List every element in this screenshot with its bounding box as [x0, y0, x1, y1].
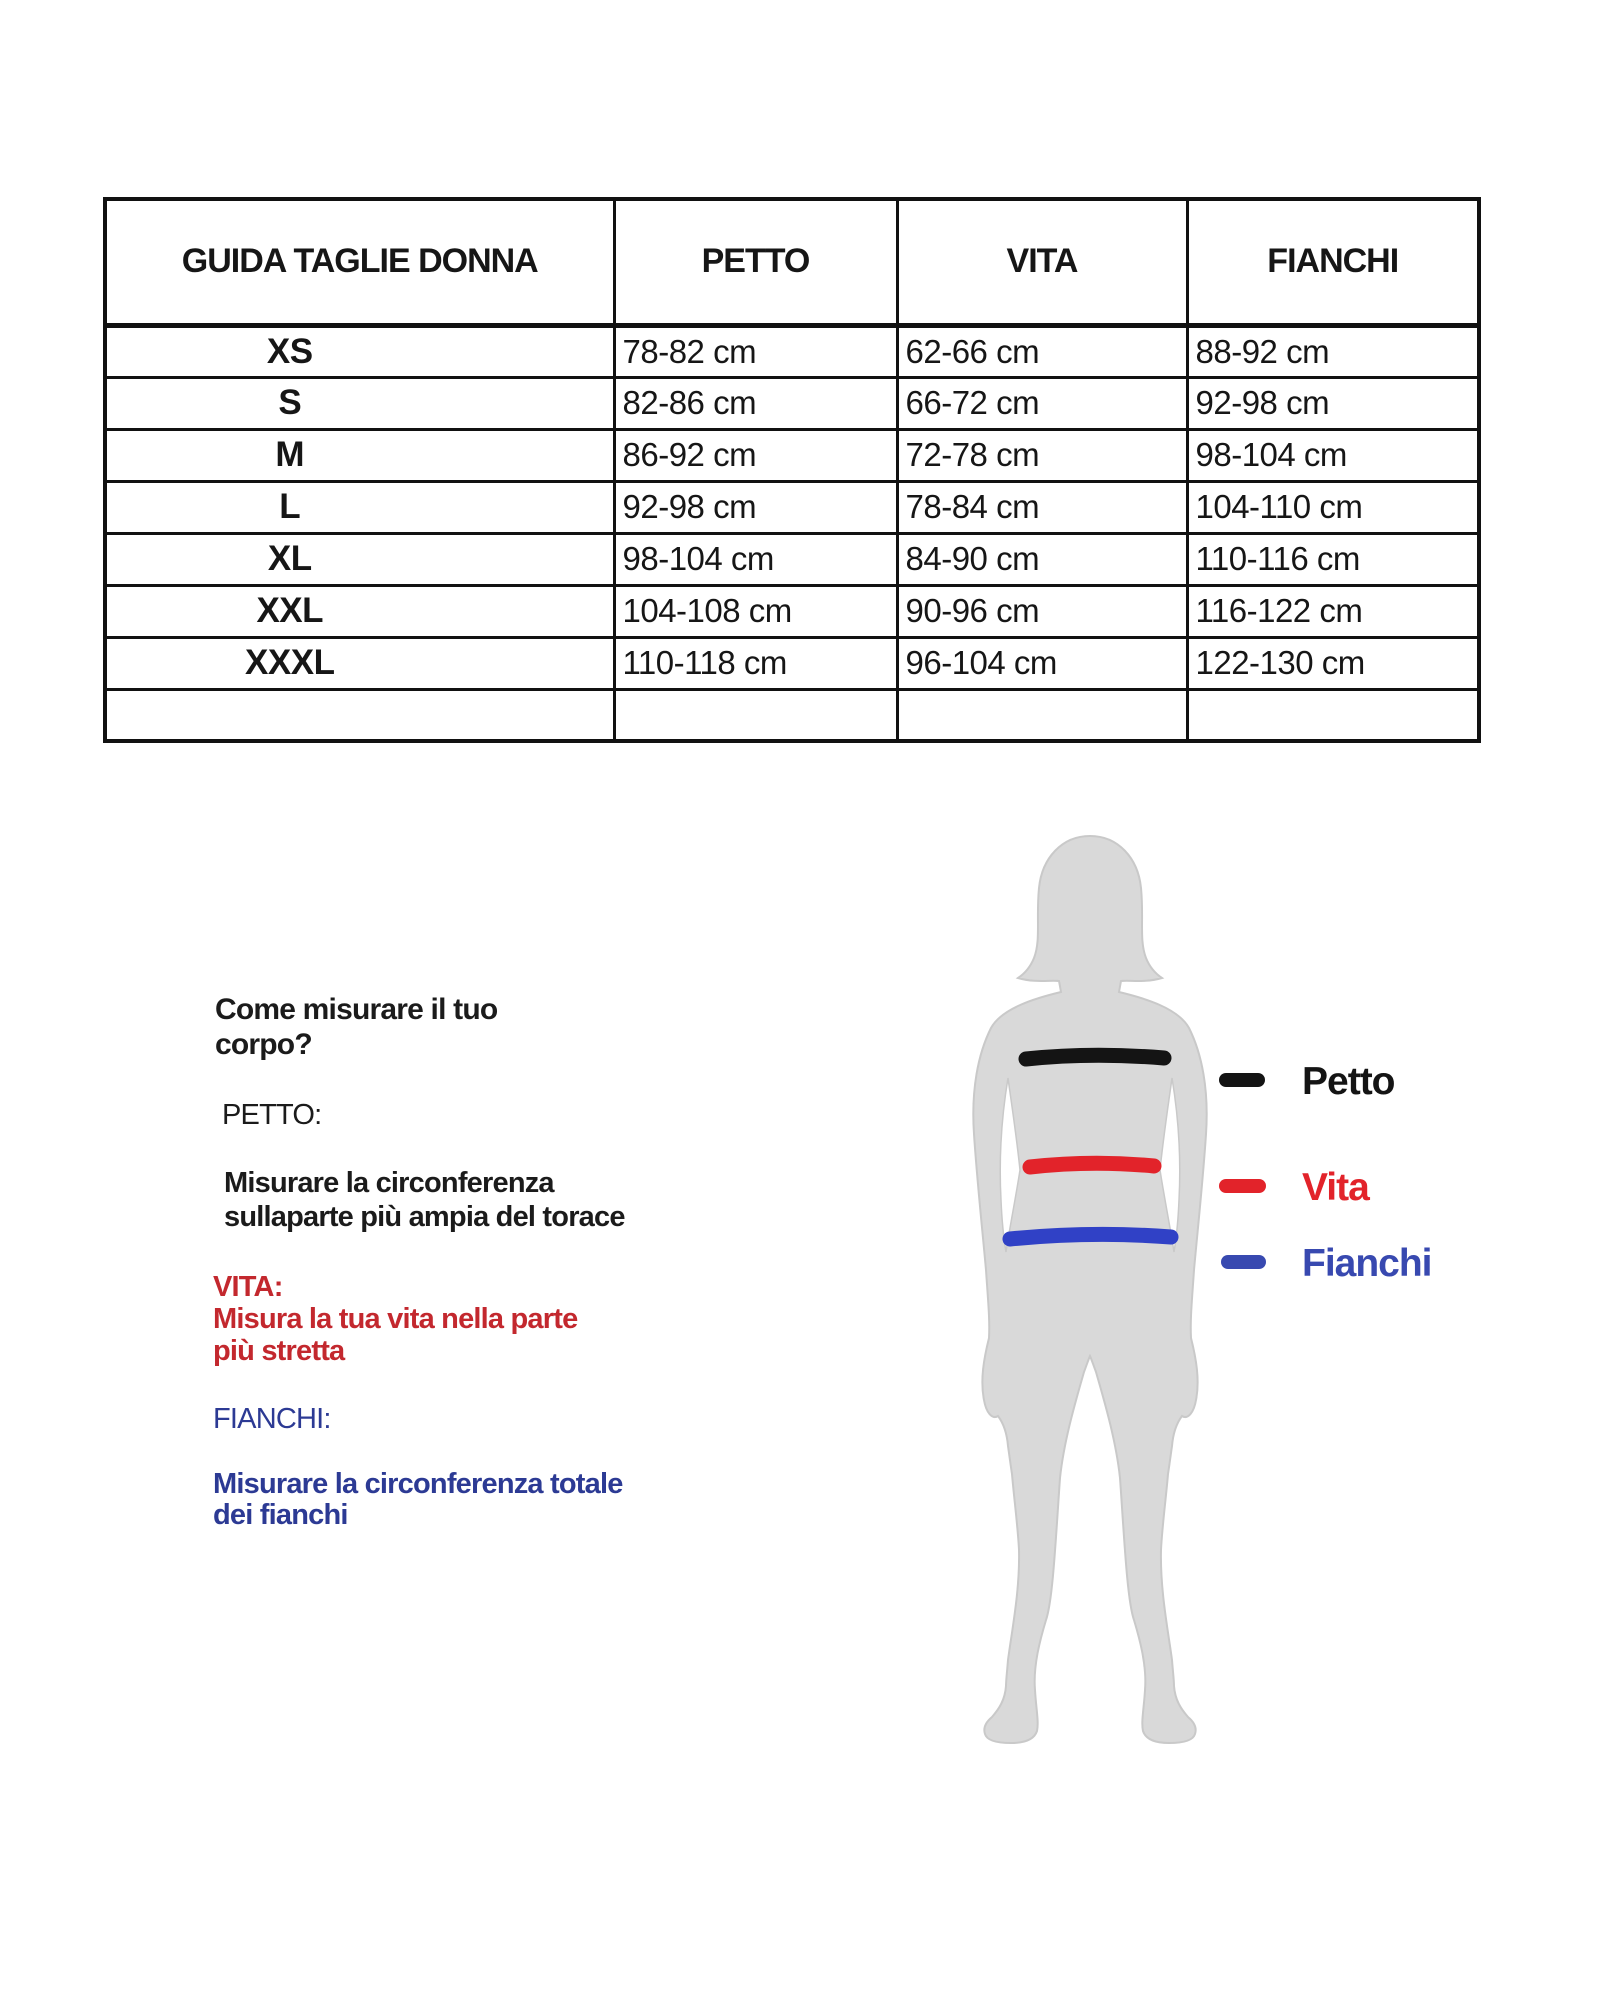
female-silhouette-image — [973, 836, 1206, 1743]
fianchi-value: 122-130 cm — [1187, 637, 1479, 689]
table-row — [105, 585, 1479, 637]
petto-section-label: PETTO: — [222, 1099, 322, 1131]
fianchi-value: 116-122 cm — [1187, 585, 1479, 637]
vita-instructions-line: Misura la tua vita nella parte — [213, 1303, 578, 1335]
petto-value: 86-92 cm — [614, 429, 897, 481]
size-table-header-row — [105, 199, 1479, 325]
vita-value: 78-84 cm — [897, 481, 1187, 533]
petto-value: 92-98 cm — [614, 481, 897, 533]
vita-value: 72-78 cm — [897, 429, 1187, 481]
vita-value: 84-90 cm — [897, 533, 1187, 585]
petto-band — [1026, 1055, 1164, 1059]
vita-value: 62-66 cm — [897, 325, 1187, 377]
vita-instructions-line: più stretta — [213, 1335, 345, 1367]
table-row — [105, 377, 1479, 429]
petto-legend-label: Petto — [1302, 1060, 1395, 1103]
table-row — [105, 325, 1479, 377]
petto-value: 104-108 cm — [614, 585, 897, 637]
fianchi-value: 88-92 cm — [1187, 325, 1479, 377]
instructions-heading — [215, 992, 497, 1062]
header-guida-taglie-donna: GUIDA TAGLIE DONNA — [105, 199, 614, 325]
size-label: L — [105, 481, 614, 533]
instructions-heading-line: Come misurare il tuo — [215, 993, 498, 1026]
vita-value: 90-96 cm — [897, 585, 1187, 637]
fianchi-section-label: FIANCHI: — [213, 1403, 331, 1435]
fianchi-instructions — [213, 1469, 623, 1531]
petto-value: 78-82 cm — [614, 325, 897, 377]
table-row — [105, 637, 1479, 689]
fianchi-value — [1187, 689, 1479, 741]
body-measurement-diagram — [940, 828, 1500, 1748]
fianchi-value: 98-104 cm — [1187, 429, 1479, 481]
fianchi-value: 110-116 cm — [1187, 533, 1479, 585]
fianchi-instructions-line: Misurare la circonferenza totale — [213, 1468, 623, 1500]
header-fianchi: FIANCHI — [1187, 199, 1479, 325]
header-petto: PETTO — [614, 199, 897, 325]
instructions-heading-line: corpo? — [215, 1028, 312, 1061]
table-row — [105, 481, 1479, 533]
vita-value — [897, 689, 1187, 741]
petto-value: 98-104 cm — [614, 533, 897, 585]
fianchi-value: 104-110 cm — [1187, 481, 1479, 533]
vita-section-label: VITA: — [213, 1271, 283, 1303]
size-label: XL — [105, 533, 614, 585]
petto-instructions — [224, 1166, 625, 1234]
vita-legend-label: Vita — [1302, 1166, 1369, 1209]
table-row — [105, 429, 1479, 481]
petto-instructions-line: Misurare la circonferenza — [224, 1167, 554, 1199]
vita-value: 96-104 cm — [897, 637, 1187, 689]
table-row — [105, 533, 1479, 585]
size-label: M — [105, 429, 614, 481]
size-table — [103, 197, 1481, 743]
petto-instructions-line: sullaparte più ampia del torace — [224, 1201, 625, 1233]
vita-band — [1030, 1163, 1154, 1167]
petto-value: 110-118 cm — [614, 637, 897, 689]
size-label: XXXL — [105, 637, 614, 689]
header-vita: VITA — [897, 199, 1187, 325]
vita-value: 66-72 cm — [897, 377, 1187, 429]
table-row-empty — [105, 689, 1479, 741]
petto-value — [614, 689, 897, 741]
size-label: XS — [105, 325, 614, 377]
vita-instructions — [213, 1271, 577, 1367]
size-label — [105, 689, 614, 741]
fianchi-value: 92-98 cm — [1187, 377, 1479, 429]
size-label: S — [105, 377, 614, 429]
fianchi-instructions-line: dei fianchi — [213, 1499, 348, 1531]
size-label: XXL — [105, 585, 614, 637]
petto-value: 82-86 cm — [614, 377, 897, 429]
fianchi-legend-label: Fianchi — [1302, 1242, 1432, 1285]
fianchi-band — [1010, 1234, 1171, 1239]
